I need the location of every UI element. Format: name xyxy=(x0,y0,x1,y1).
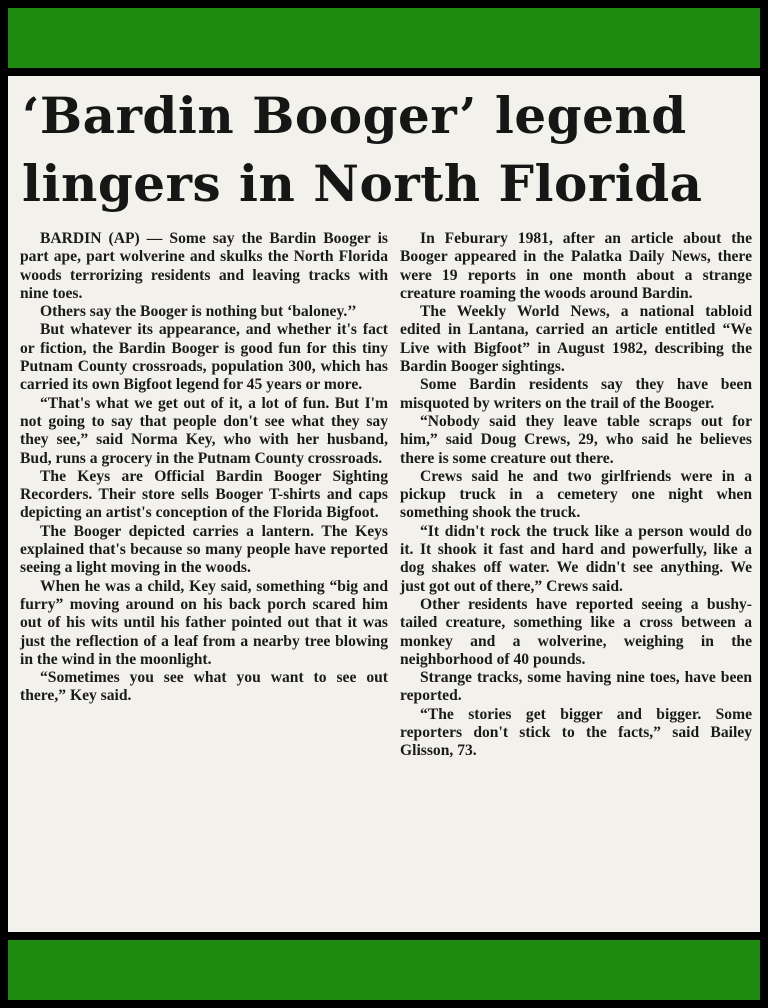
headline xyxy=(22,82,752,218)
paragraph: Others say the Booger is nothing but ‘baloney.’’ xyxy=(40,303,357,321)
paragraph: In Feburary 1981, after an article about the Booger appeared in the Palatka Daily News, there were 19 reports in one month about a strange creature roaming the woods around Bardin. xyxy=(400,230,752,302)
paragraph: The Booger depicted carries a lantern. The Keys explained that's because so many people have reported seeing a light moving in the woods. xyxy=(20,522,388,577)
paragraph: BARDIN (AP) — Some say the Bardin Booger is part ape, part wolverine and skulks the North Florida woods terrorizing residents and leaving tracks with nine toes. xyxy=(20,230,388,302)
paragraph: “The stories get bigger and bigger. Some reporters don't stick to the facts,” said Bailey Glisson, 73. xyxy=(400,705,752,760)
paragraph: Some Bardin residents say they have been misquoted by writers on the trail of the Booger. xyxy=(400,376,752,412)
article-column-left xyxy=(20,230,388,706)
paragraph: Strange tracks, some having nine toes, have been reported. xyxy=(400,669,752,705)
paragraph: Other residents have reported seeing a bushy-tailed creature, something like a cross between a monkey and a wolverine, weighing in the neighborhood of 40 pounds. xyxy=(400,595,752,668)
paragraph: “That's what we get out of it, a lot of fun. But I'm not going to say that people don't see what they say they see,” said Norma Key, who with her husband, Bud, runs a grocery in the Putnam County crossroads. xyxy=(20,394,388,467)
paragraph: But whatever its appearance, and whether it's fact or fiction, the Bardin Booger is good fun for this tiny Putnam County crossroads, population 300, which has carried its own Bigfoot legend for 45 years or more. xyxy=(20,321,388,394)
top-green-band xyxy=(8,8,760,68)
paragraph: When he was a child, Key said, something “big and furry” moving around on his back porch scared him out of his wits until his father pointed out that it was just the reflection of a leaf from a nearby tree blowing in the wind in the moonlight. xyxy=(20,577,388,668)
newspaper-clipping xyxy=(8,76,760,932)
paragraph: “It didn't rock the truck like a person would do it. It shook it fast and hard and powerfully, like a dog shakes off water. We didn't see anything. We just got out of there,” Crews said. xyxy=(400,522,752,595)
paragraph: Crews said he and two girlfriends were in a pickup truck in a cemetery one night when something shook the truck. xyxy=(400,467,752,522)
paragraph: The Weekly World News, a national tabloid edited in Lantana, carried an article entitled “We Live with Bigfoot” in August 1982, describing the Bardin Booger sightings. xyxy=(400,303,752,376)
paragraph: “Nobody said they leave table scraps out for him,” said Doug Crews, 29, who said he believes there is some creature out there. xyxy=(400,412,752,467)
headline-line-1: ‘Bardin Booger’ legend xyxy=(22,86,687,145)
paragraph: The Keys are Official Bardin Booger Sighting Recorders. Their store sells Booger T-shirts and caps depicting an artist's conception of the Florida Bigfoot. xyxy=(20,467,388,522)
article-column-right xyxy=(400,230,752,761)
paragraph: “Sometimes you see what you want to see out there,” Key said. xyxy=(20,669,388,705)
headline-line-2: lingers in North Florida xyxy=(22,154,703,213)
bottom-green-band xyxy=(8,940,760,1000)
